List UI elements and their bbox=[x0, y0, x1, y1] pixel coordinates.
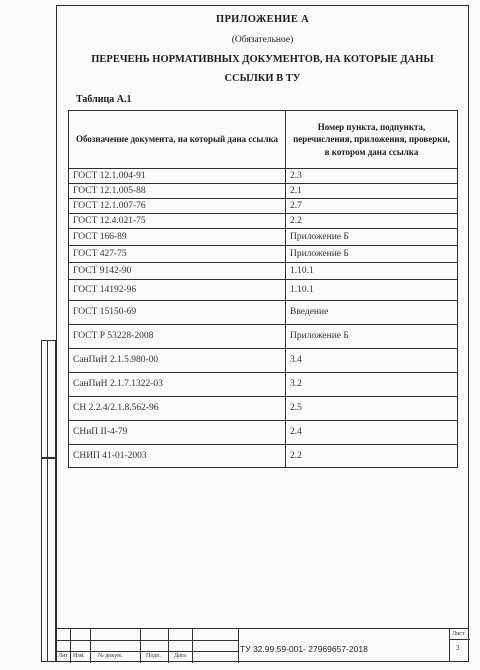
table-caption: Таблица А.1 bbox=[76, 94, 132, 105]
title-block-label: Дата bbox=[174, 653, 186, 659]
title-block-label: № докум. bbox=[98, 653, 123, 659]
doc-cell: ГОСТ 12.4.021-75 bbox=[69, 214, 286, 229]
appendix-title-line-1: ПЕРЕЧЕНЬ НОРМАТИВНЫХ ДОКУМЕНТОВ, НА КОТОРЫЕ ДАНЫ bbox=[91, 54, 434, 65]
doc-cell: ГОСТ 9142-90 bbox=[69, 263, 286, 280]
appendix-heading: ПРИЛОЖЕНИЕ А bbox=[215, 14, 309, 25]
ref-cell: 3.4 bbox=[286, 349, 458, 373]
table-row bbox=[69, 184, 458, 199]
table-row bbox=[69, 397, 458, 421]
ref-cell: 3.2 bbox=[286, 373, 458, 397]
title-block-divider bbox=[192, 629, 193, 663]
doc-cell: СанПиН 2.1.5.980-00 bbox=[69, 349, 286, 373]
title-block-label: Подп. bbox=[146, 653, 161, 659]
ref-cell: Приложение Б bbox=[286, 325, 458, 349]
table-row bbox=[69, 263, 458, 280]
table-row bbox=[69, 199, 458, 214]
title-block-divider bbox=[238, 629, 239, 663]
table-row bbox=[69, 280, 458, 301]
doc-cell: СНиП II-4-79 bbox=[69, 421, 286, 445]
ref-cell: 2.2 bbox=[286, 445, 458, 468]
title-block-divider bbox=[70, 629, 71, 663]
ref-cell: 2.5 bbox=[286, 397, 458, 421]
title-block-label: Лит bbox=[58, 653, 68, 659]
ref-cell: Приложение Б bbox=[286, 246, 458, 263]
title-block-divider bbox=[168, 629, 169, 663]
ref-cell: 1.10.1 bbox=[286, 280, 458, 301]
binding-strip-upper bbox=[41, 340, 56, 458]
ref-cell: 2.3 bbox=[286, 169, 458, 184]
title-block-divider bbox=[90, 629, 91, 663]
table-row bbox=[69, 246, 458, 263]
ref-cell: 2.2 bbox=[286, 214, 458, 229]
doc-cell: ГОСТ 14192-96 bbox=[69, 280, 286, 301]
table-row bbox=[69, 325, 458, 349]
document-code: ТУ 32.99.59-001- 27969657-2018 bbox=[240, 644, 368, 654]
binding-strip-divider bbox=[47, 340, 48, 662]
doc-cell: ГОСТ 12.1.005-88 bbox=[69, 184, 286, 199]
ref-cell: 2.7 bbox=[286, 199, 458, 214]
table-row bbox=[69, 349, 458, 373]
column-header-document: Обозначение документа, на который дана ссылка bbox=[69, 111, 286, 169]
sheet-label: Лист bbox=[452, 631, 465, 637]
title-block-label: Изм. bbox=[73, 653, 85, 659]
table-row bbox=[69, 169, 458, 184]
ref-cell: 2.4 bbox=[286, 421, 458, 445]
binding-strip-lower bbox=[41, 458, 56, 662]
ref-cell: Введение bbox=[286, 301, 458, 325]
ref-cell: 1.10.1 bbox=[286, 263, 458, 280]
doc-cell: ГОСТ 15150-69 bbox=[69, 301, 286, 325]
ref-cell: 2.1 bbox=[286, 184, 458, 199]
table-row bbox=[69, 445, 458, 468]
title-block-rule bbox=[56, 651, 238, 652]
title-block-rule bbox=[56, 640, 238, 641]
table-row bbox=[69, 373, 458, 397]
table-row bbox=[69, 229, 458, 246]
table-header-row bbox=[69, 111, 458, 169]
ref-cell: Приложение Б bbox=[286, 229, 458, 246]
doc-cell: ГОСТ Р 53228-2008 bbox=[69, 325, 286, 349]
doc-cell: ГОСТ 166-89 bbox=[69, 229, 286, 246]
table-row bbox=[69, 301, 458, 325]
table-row bbox=[69, 214, 458, 229]
doc-cell: СНИП 41-01-2003 bbox=[69, 445, 286, 468]
column-header-reference: Номер пункта, подпункта, перечисления, приложения, проверки, в котором дана ссылка bbox=[286, 111, 458, 169]
references-table bbox=[68, 110, 458, 468]
sheet-number: 3 bbox=[456, 644, 460, 652]
appendix-title-line-2: ССЫЛКИ В ТУ bbox=[224, 73, 301, 84]
doc-cell: СанПиН 2.1.7.1322-03 bbox=[69, 373, 286, 397]
doc-cell: ГОСТ 427-75 bbox=[69, 246, 286, 263]
doc-cell: СН 2.2.4/2.1.8.562-96 bbox=[69, 397, 286, 421]
title-block-divider bbox=[140, 629, 141, 663]
table-row bbox=[69, 421, 458, 445]
doc-cell: ГОСТ 12.1.004-91 bbox=[69, 169, 286, 184]
appendix-status: (Обязательное) bbox=[231, 35, 294, 45]
doc-cell: ГОСТ 12.1.007-76 bbox=[69, 199, 286, 214]
sheet-box-rule bbox=[450, 639, 470, 640]
